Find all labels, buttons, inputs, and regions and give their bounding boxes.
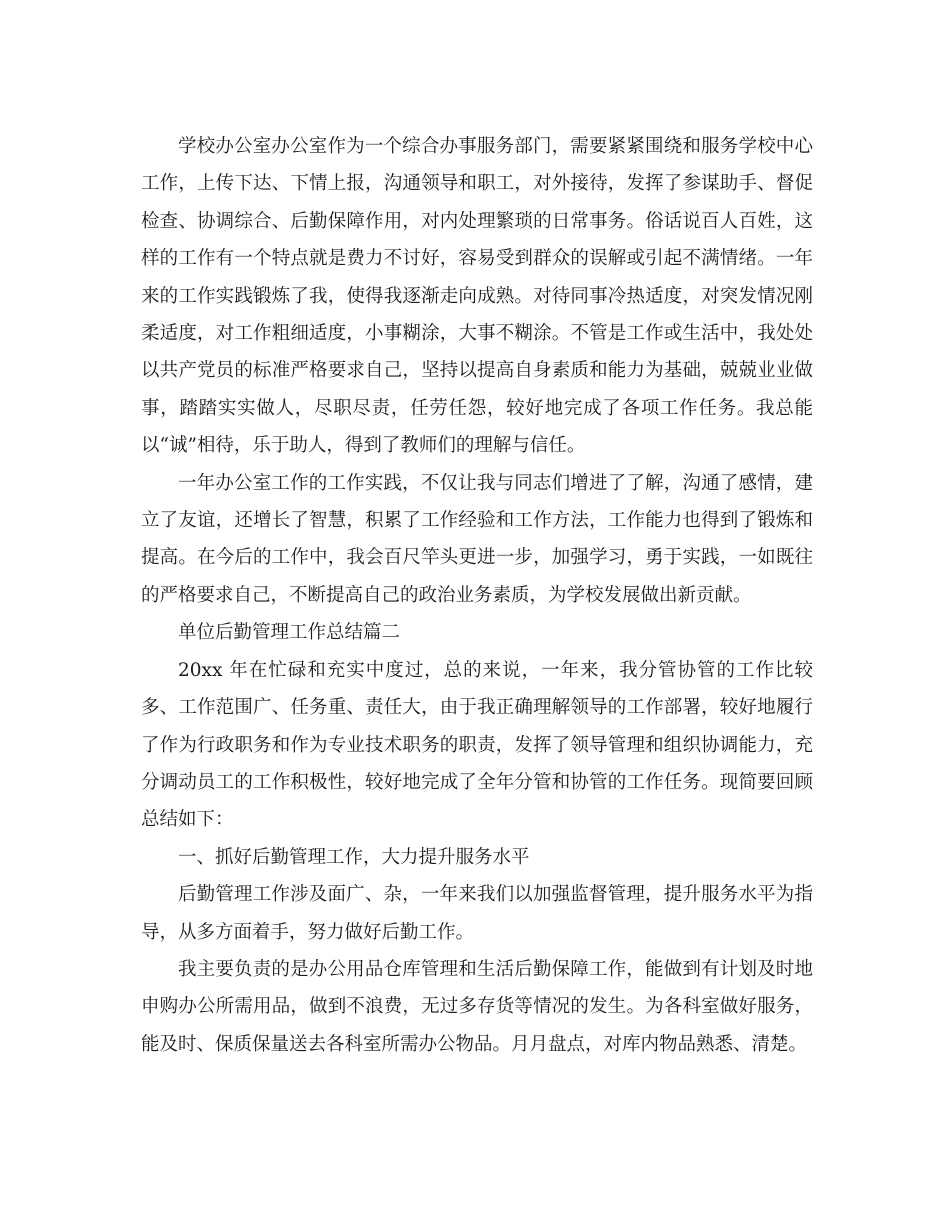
paragraph-warehouse-duties: 我主要负责的是办公用品仓库管理和生活后勤保障工作，能做到有计划及时地申购办公所需用品，做到不浪费，无过多存货等情况的发生。为各科室做好服务，能及时、保质保量送去各科室所需办公物品。月月盘点，对库内物品熟悉、清楚。 — [141, 958, 813, 1055]
document-body — [141, 128, 813, 1063]
paragraph-office-practice: 一年办公室工作的工作实践，不仅让我与同志们增进了了解，沟通了感情，建立了友谊，还增长了智慧，积累了工作经验和工作方法，工作能力也得到了锻炼和提高。在今后的工作中，我会百尺竿头更进一步，加强学习，勇于实践，一如既往的严格要求自己，不断提高自己的政治业务素质，为学校发展做出新贡献。 — [141, 472, 813, 606]
paragraph-office-role: 学校办公室办公室作为一个综合办事服务部门，需要紧紧围绕和服务学校中心工作，上传下达、下情上报，沟通领导和职工，对外接待，发挥了参谋助手、督促检查、协调综合、后勤保障作用，对内处理繁琐的日常事务。俗话说百人百姓，这样的工作有一个特点就是费力不讨好，容易受到群众的误解或引起不满情绪。一年来的工作实践锻炼了我，使得我逐渐走向成熟。对待同事冷热适度，对突发情况刚柔适度，对工作粗细适度，小事糊涂，大事不糊涂。不管是工作或生活中，我处处以共产党员的标准严格要求自己，坚持以提高自身素质和能力为基础，兢兢业业做事，踏踏实实做人，尽职尽责，任劳任怨，较好地完成了各项工作任务。我总能以“诚”相待，乐于助人，得到了教师们的理解与信任。 — [141, 136, 813, 457]
paragraph-year-overview: 20xx 年在忙碌和充实中度过，总的来说，一年来，我分管协管的工作比较多、工作范围广、任务重、责任大，由于我正确理解领导的工作部署，较好地履行了作为行政职务和作为专业技术职务的职责，发挥了领导管理和组织协调能力，充分调动员工的工作积极性，较好地完成了全年分管和协管的工作任务。现简要回顾总结如下： — [141, 659, 813, 831]
subheading-logistics-management: 一、抓好后勤管理工作，大力提升服务水平 — [178, 846, 530, 868]
section-heading-part-two: 单位后勤管理工作总结篇二 — [178, 622, 401, 644]
paragraph-logistics-scope: 后勤管理工作涉及面广、杂，一年来我们以加强监督管理，提升服务水平为指导，从多方面着手，努力做好后勤工作。 — [141, 884, 813, 943]
